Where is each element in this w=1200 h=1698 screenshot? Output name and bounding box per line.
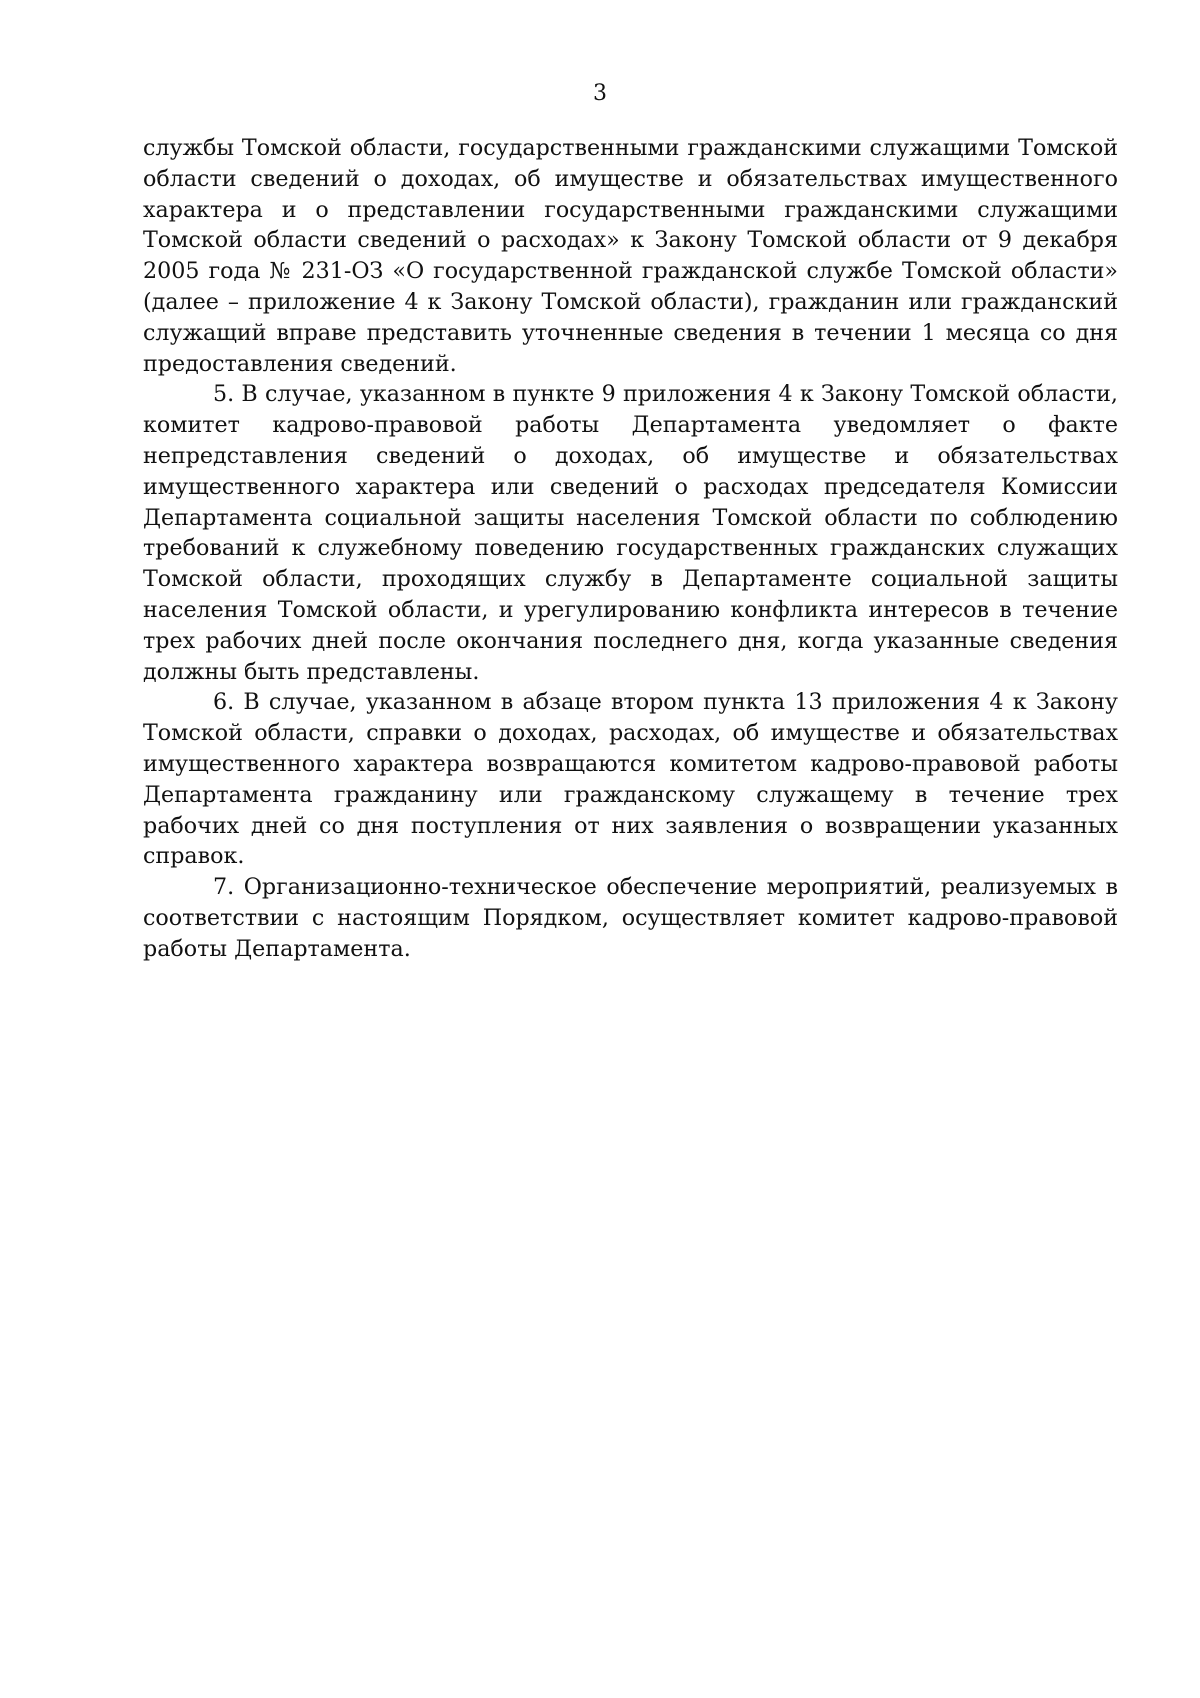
page-number: 3 [593, 81, 607, 106]
paragraph-item-5: 5. В случае, указанном в пункте 9 приложения 4 к Закону Томской области, комитет кадрово-правовой работы Департамента уведомляет о факте непредставления сведений о доходах, об имуществе и обязательствах имущественного характера или сведений о расходах председателя Комиссии Департамента социальной защиты населения Томской области по соблюдению требований к служебному поведению государственных гражданских служащих Томской области, проходящих службу в Департаменте социальной защиты населения Томской области, и урегулированию конфликта интересов в течение трех рабочих дней после окончания последнего дня, когда указанные сведения должны быть представлены. [143, 381, 1118, 685]
paragraph-item-7: 7. Организационно-техническое обеспечение мероприятий, реализуемых в соответствии с настоящим Порядком, осуществляет комитет кадрово-правовой работы Департамента. [143, 874, 1118, 962]
document-body [143, 133, 1118, 965]
paragraph-continuation: службы Томской области, государственными гражданскими служащими Томской области сведений о доходах, об имуществе и обязательствах имущественного характера и о представлении государственными гражданскими служащими Томской области сведений о расходах» к Закону Томской области от 9 декабря 2005 года № 231-ОЗ «О государственной гражданской службе Томской области» (далее – приложение 4 к Закону Томской области), гражданин или гражданский служащий вправе представить уточненные сведения в течении 1 месяца со дня предоставления сведений. [143, 135, 1118, 377]
paragraph-item-6: 6. В случае, указанном в абзаце втором пункта 13 приложения 4 к Закону Томской области, справки о доходах, расходах, об имуществе и обязательствах имущественного характера возвращаются комитетом кадрово-правовой работы Департамента гражданину или гражданскому служащему в течение трех рабочих дней со дня поступления от них заявления о возвращении указанных справок. [143, 689, 1118, 870]
